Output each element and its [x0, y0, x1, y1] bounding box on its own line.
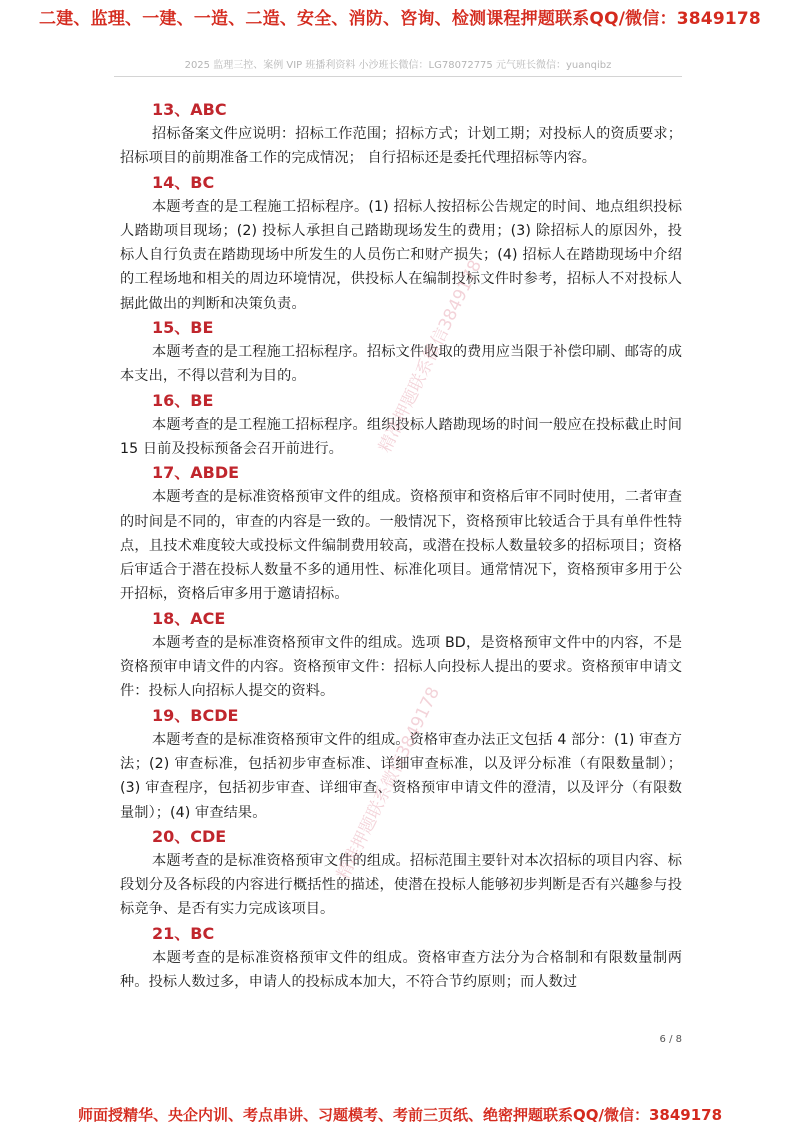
- answer-explanation-17: 本题考查的是标准资格预审文件的组成。资格预审和资格后审不同时使用，二者审查的时间是不同的，审查的内容是一致的。一般情况下，资格预审比较适合于具有单件性特点，且技术难度较大或投标文件编制费用较高，或潜在投标人数量较多的招标项目；资格后审适合于潜在投标人数量不多的通用性、标准化项目。通常情况下，资格预审多用于公开招标，资格后审多用于邀请招标。: [120, 489, 682, 603]
- top-promo-banner: 二建、监理、一建、一造、二造、安全、消防、咨询、检测课程押题联系QQ/微信：3849178: [39, 9, 761, 29]
- header-divider: [114, 76, 682, 77]
- answer-heading-15: 15、BE: [152, 318, 214, 338]
- answer-heading-20: 20、CDE: [152, 826, 227, 846]
- answer-explanation-21: 本题考查的是标准资格预审文件的组成。资格审查方法分为合格制和有限数量制两种。投标人数过多，申请人的投标成本加大，不符合节约原则；而人数过: [120, 949, 682, 991]
- watermark-lower: 精准押题联系微信3849178: [333, 683, 445, 883]
- answer-heading-18: 18、ACE: [152, 608, 226, 628]
- answer-explanation-16: 本题考查的是工程施工招标程序。组织投标人踏勘现场的时间一般应在投标截止时间 15 日前及投标预备会召开前进行。: [120, 416, 682, 457]
- running-header: 2025 监理三控、案例 VIP 班播利资料 小沙班长微信：LG78072775 元气班长微信：yuanqibz: [184, 60, 612, 71]
- answer-explanation-15: 本题考查的是工程施工招标程序。招标文件收取的费用应当限于补偿印刷、邮寄的成本支出，不得以营利为目的。: [120, 344, 682, 385]
- answer-heading-14: 14、BC: [152, 172, 215, 192]
- answer-explanation-18: 本题考查的是标准资格预审文件的组成。选项 BD，是资格预审文件中的内容，不是资格预审申请文件的内容。资格预审文件：招标人向投标人提出的要求。资格预审申请文件：投标人向招标人提交的资料。: [120, 634, 682, 700]
- answer-explanation-20: 本题考查的是标准资格预审文件的组成。招标范围主要针对本次招标的项目内容、标段划分及各标段的内容进行概括性的描述，使潜在投标人能够初步判断是否有兴趣参与投标竞争、是否有实力完成该项目。: [120, 852, 682, 918]
- answer-heading-16: 16、BE: [152, 390, 214, 410]
- answer-heading-17: 17、ABDE: [152, 463, 240, 483]
- answer-heading-13: 13、ABC: [152, 100, 227, 119]
- page-number: 6 / 8: [659, 1034, 682, 1045]
- answer-content: [120, 98, 682, 994]
- answer-heading-19: 19、BCDE: [152, 705, 239, 725]
- bottom-promo-banner: 师面授精华、央企内训、考点串讲、习题模考、考前三页纸、绝密押题联系QQ/微信：3849178: [77, 1106, 723, 1124]
- answer-explanation-14: 本题考查的是工程施工招标程序。(1) 招标人按招标公告规定的时间、地点组织投标人踏勘项目现场；(2) 投标人承担自己踏勘现场发生的费用；(3) 除招标人的原因外，投标人自行负责在踏勘现场中所发生的人员伤亡和财产损失；(4) 招标人在踏勘现场中介绍的工程场地和相关的周边环境情况，供投标人在编制投标文件时参考，招标人不对投标人据此做出的判断和决策负责。: [120, 198, 682, 312]
- answer-explanation-13: 招标备案文件应说明：招标工作范围；招标方式；计划工期；对投标人的资质要求；招标项目的前期准备工作的完成情况； 自行招标还是委托代理招标等内容。: [120, 126, 682, 167]
- watermark-upper: 精准押题联系微信3849178: [375, 256, 487, 456]
- answer-explanation-19: 本题考查的是标准资格预审文件的组成。资格审查办法正文包括 4 部分：(1) 审查方法；(2) 审查标准，包括初步审查标准、详细审查标准，以及评分标准（有限数量制）；(3) 审查程序，包括初步审查、详细审查、资格预审申请文件的澄清，以及评分（有限数量制）；(4) 审查结果。: [120, 731, 682, 821]
- answer-heading-21: 21、BC: [152, 923, 215, 943]
